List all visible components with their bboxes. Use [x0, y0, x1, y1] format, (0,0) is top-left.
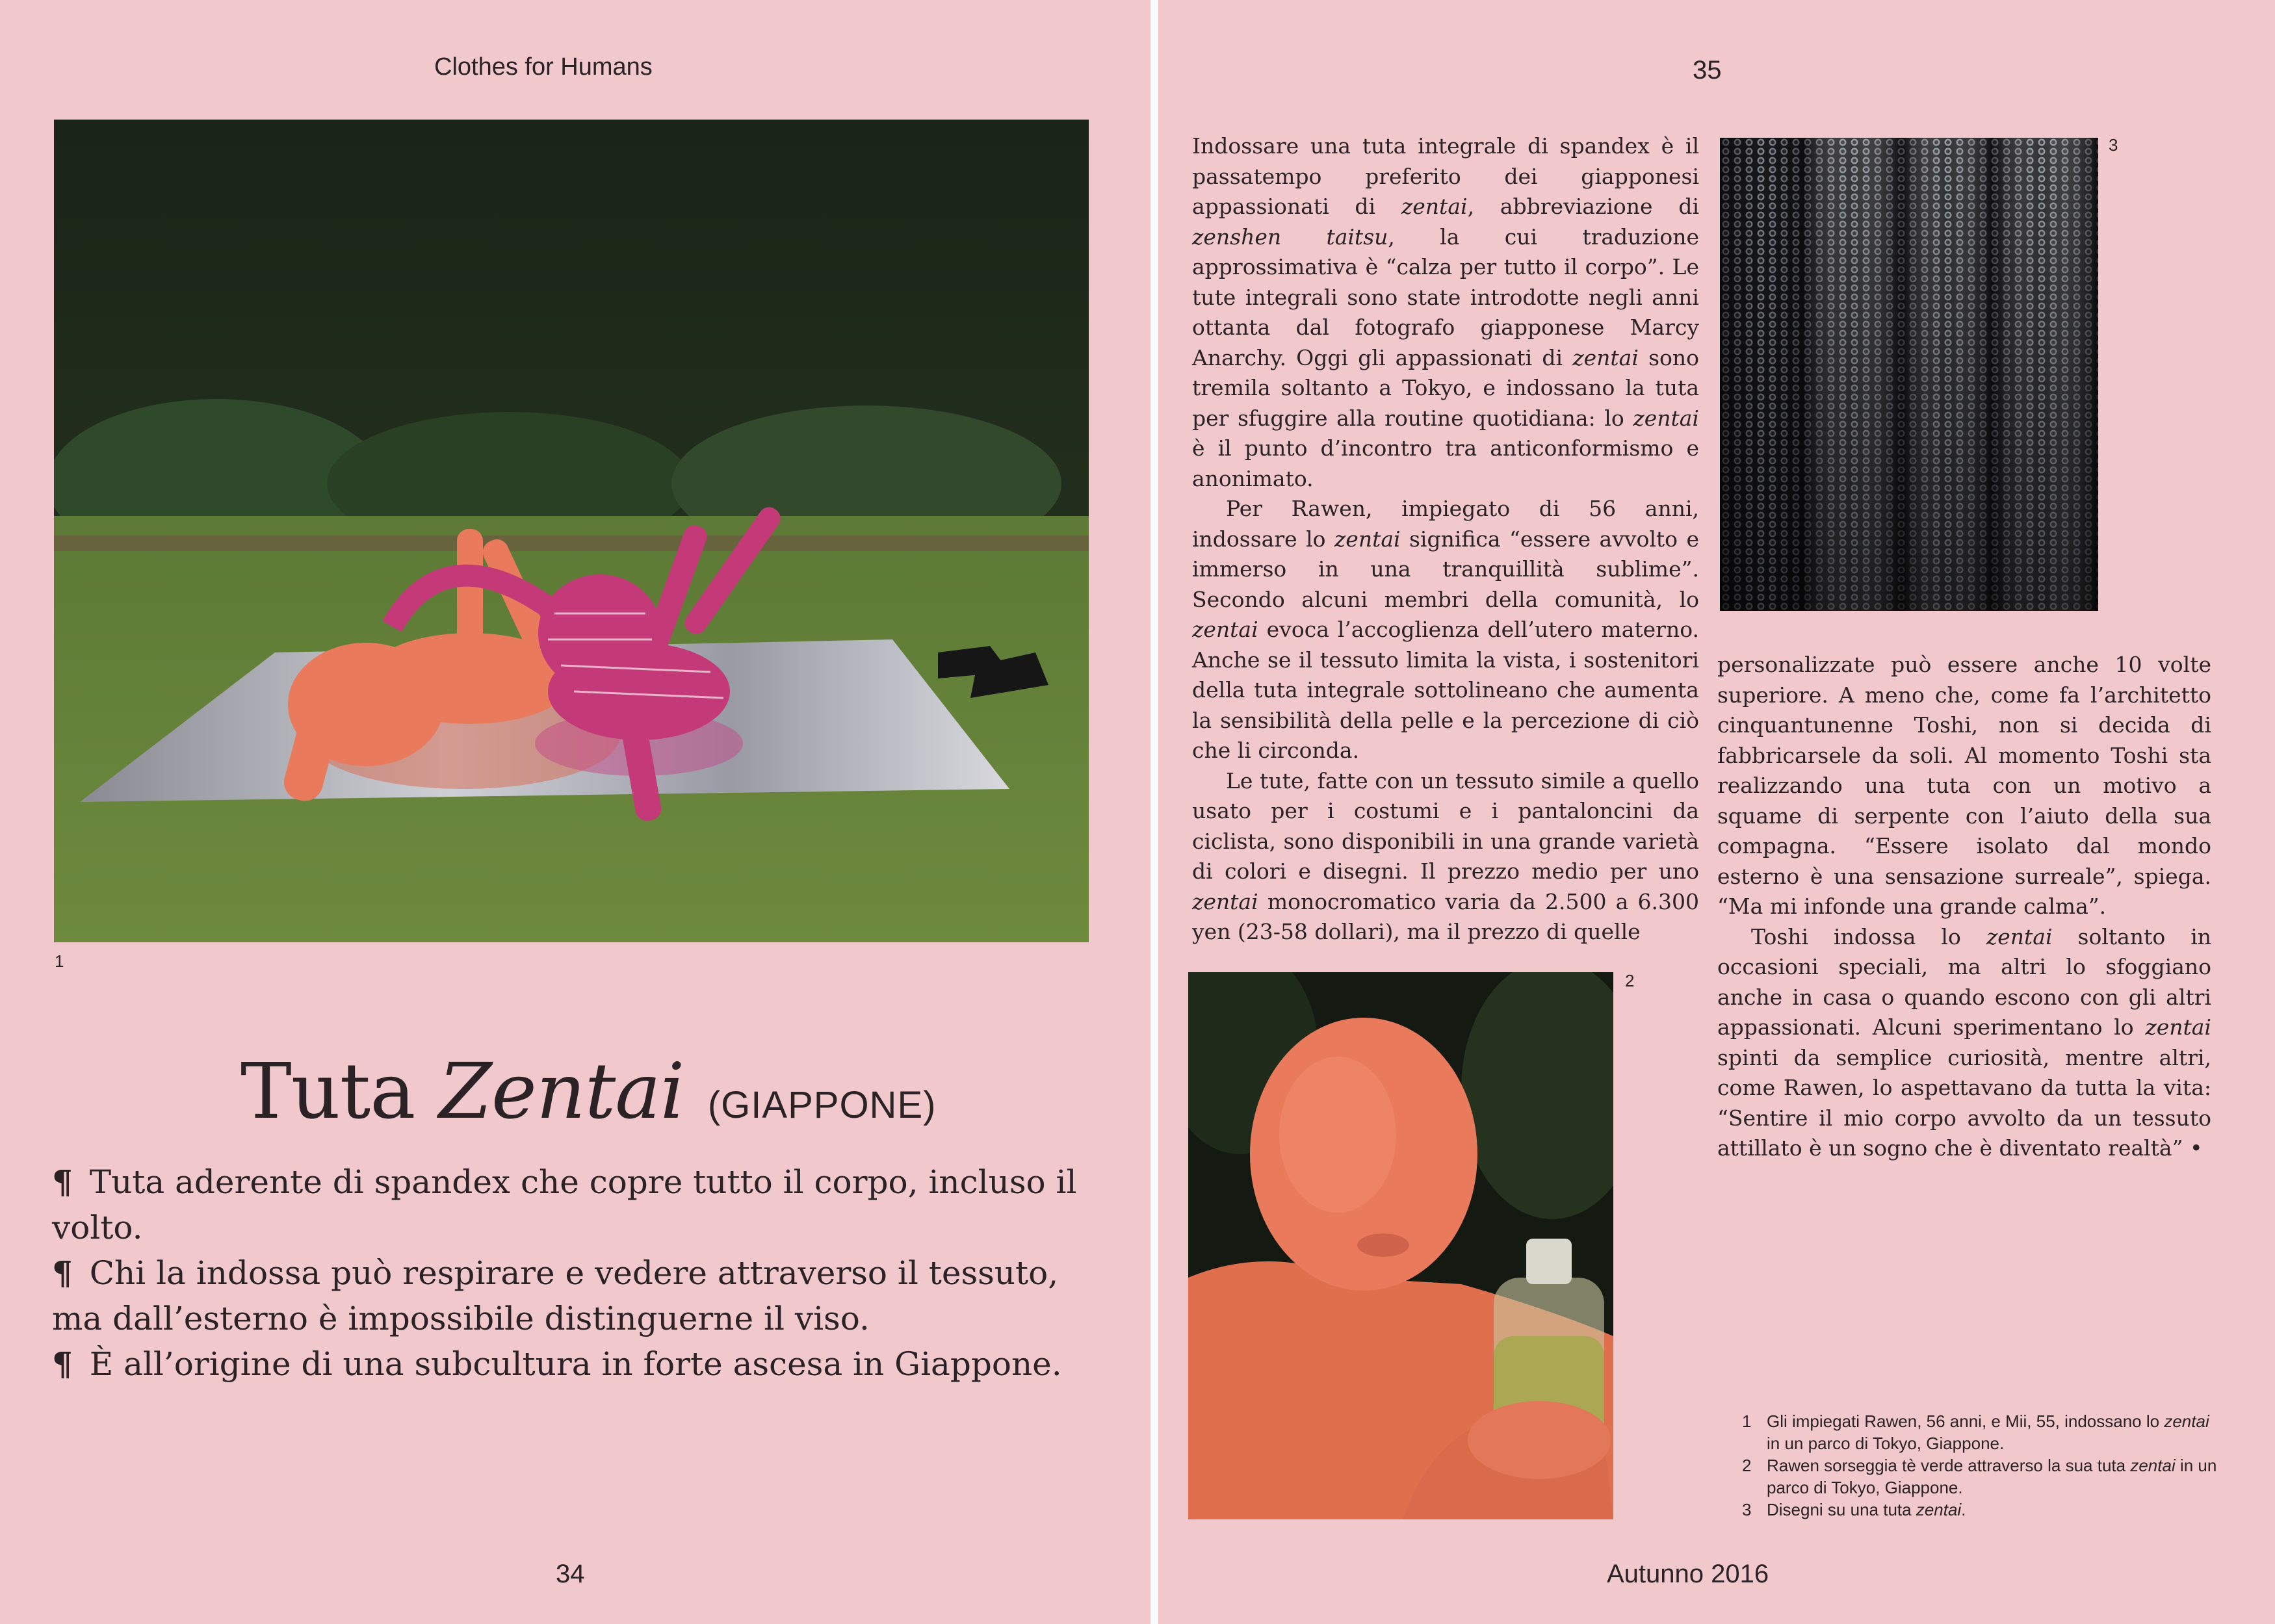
paragraph: Indossare una tuta integrale di spandex è il passatempo preferito dei giapponesi appassionati di zentai, abbreviazione di zenshen taitsu, la cui traduzione approssimativa è “calza per tutto il corpo”. Le tute integrali sono state introdotte negli anni ottanta dal fotografo giapponese Marcy Anarchy. Oggi gli appassionati di zentai sono tremila soltanto a Tokyo, e indossano la tuta per sfuggire alla routine quotidiana: lo zentai è il punto d’incontro tra anticonformismo e anonimato.	[1192, 133, 1699, 491]
pilcrow-icon: ¶	[52, 1345, 73, 1383]
title-main: Tuta	[240, 1046, 415, 1136]
page-number-top: 35	[1693, 56, 1722, 84]
fabric-pattern-graphic	[1720, 138, 2098, 611]
figure-number-2: 2	[1625, 971, 1635, 990]
photo-rawen-drinking	[1188, 972, 1613, 1519]
bullet-item: ¶ È all’origine di una subcultura in forte ascesa in Giappone.	[52, 1345, 1062, 1383]
bullet-item: ¶ Tuta aderente di spandex che copre tutto il corpo, incluso il volto.	[52, 1163, 1077, 1246]
photo-zentai-park	[54, 120, 1089, 942]
spread-gutter	[1150, 0, 1158, 1624]
text-column-1	[1192, 131, 1699, 947]
park-photo-graphic	[54, 120, 1089, 942]
pilcrow-icon: ¶	[52, 1254, 73, 1292]
paragraph: personalizzate può essere anche 10 volte superiore. A meno che, come fa l’architetto cinquantunenne Toshi, non si decida di fabbricarsele da soli. Al momento Toshi sta realizzando una tuta con un motivo a squame di serpente con l’aiuto della sua compagna. “Essere isolato dal mondo esterno è una sensazione surreale”, spiega. “Ma mi infonde una grande calma”.	[1717, 652, 2211, 919]
text-column-2	[1717, 650, 2211, 1164]
figure-captions	[1742, 1410, 2223, 1521]
caption-item: 3 Disegni su una tuta zentai.	[1742, 1500, 1966, 1519]
page-number-left: 34	[556, 1560, 585, 1588]
issue-footer: Autunno 2016	[1607, 1560, 1769, 1588]
right-page	[1158, 0, 2275, 1624]
caption-item: 2 Rawen sorseggia tè verde attraverso la sua tuta zentai in un parco di Tokyo, Giappone.	[1742, 1456, 2217, 1497]
photo-fabric-pattern	[1720, 138, 2098, 611]
figure-number-3: 3	[2109, 135, 2118, 155]
end-mark-icon: •	[2189, 1135, 2203, 1161]
paragraph: Le tute, fatte con un tessuto simile a quello usato per i costumi e i pantaloncini da ciclista, sono disponibili in una grande varietà di colori e disegni. Il prezzo medio per uno zentai monocromatico varia da 2.500 a 6.300 yen (23-58 dollari), ma il prezzo di quelle	[1192, 767, 1699, 944]
paragraph: Toshi indossa lo zentai soltanto in occasioni speciali, ma altri lo sfoggiano anche in casa o quando escono con gli altri appassionati. Alcuni sperimentano lo zentai spinti da semplice curiosità, mentre altri, come Rawen, lo aspettavano da tutta la vita: “Sentire il mio corpo avvolto da un tessuto attillato è un sogno che è diventato realtà” •	[1717, 923, 2212, 1161]
drinking-photo-graphic	[1188, 972, 1613, 1519]
title-country: (GIAPPONE)	[707, 1084, 937, 1126]
definition-bullets	[52, 1159, 1105, 1387]
bullet-item: ¶ Chi la indossa può respirare e vedere attraverso il tessuto, ma dall’esterno è impossibile distinguerne il viso.	[52, 1254, 1059, 1337]
article-title	[240, 1046, 956, 1136]
pilcrow-icon: ¶	[52, 1163, 73, 1201]
paragraph: Per Rawen, impiegato di 56 anni, indossare lo zentai significa “essere avvolto e immerso in una tranquillità sublime”. Secondo alcuni membri della comunità, lo zentai evoca l’accoglienza dell’utero materno. Anche se il tessuto limita la vista, i sostenitori della tuta integrale sottolineano che aumenta la sensibilità della pelle e la percezione di ciò che li circonda.	[1192, 496, 1699, 763]
title-italic: Zentai	[439, 1046, 684, 1136]
figure-number-1: 1	[55, 951, 64, 971]
running-head: Clothes for Humans	[434, 53, 653, 81]
caption-item: 1 Gli impiegati Rawen, 56 anni, e Mii, 55, indossano lo zentai in un parco di Tokyo, Giappone.	[1742, 1411, 2209, 1453]
